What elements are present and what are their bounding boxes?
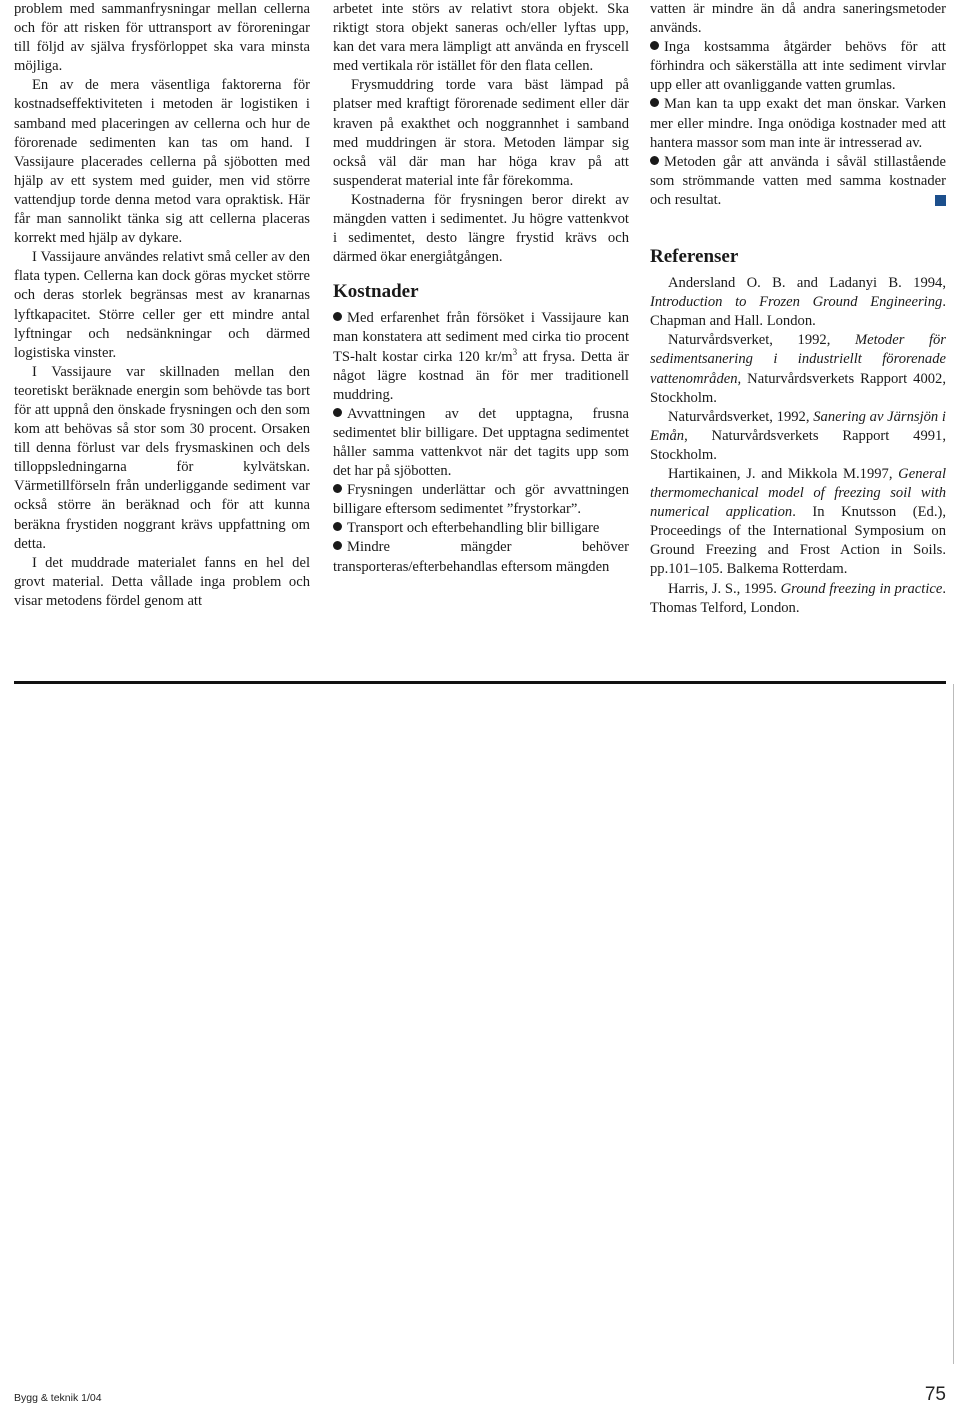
reference-title: Introduction to Frozen Ground Engineering bbox=[650, 294, 943, 311]
reference-authors: Hartikainen, J. and Mikkola M.1997, bbox=[668, 465, 899, 482]
page-number: 75 bbox=[924, 1384, 946, 1405]
bullet-text: Metoden går att använda i såväl stillastående som strömmande vatten med samma kostnader och resultat. bbox=[650, 153, 946, 208]
reference-publisher: . Chapman and Hall. London. bbox=[650, 294, 946, 330]
reference-list bbox=[650, 274, 946, 618]
journal-name: Bygg & teknik 1/04 bbox=[14, 1392, 102, 1404]
superscript: 3 bbox=[512, 346, 518, 357]
reference-publisher: , Naturvårdsverkets Rapport 4991, Stockholm. bbox=[650, 427, 946, 463]
column-3 bbox=[650, 0, 946, 618]
bullet-text: Med erfarenhet från försöket i Vassijaure kan man konstatera att sediment med cirka tio procent TS-halt kostar cirka 120 kr/m bbox=[333, 310, 629, 365]
reference-authors: Naturvårdsverket, 1992, bbox=[668, 408, 814, 425]
reference-authors: Andersland O. B. and Ladanyi B. 1994, bbox=[668, 275, 946, 292]
reference-publisher: , Naturvårdsverkets Rapport 4002, Stockholm. bbox=[650, 370, 946, 406]
bullet-dot-icon bbox=[650, 98, 659, 107]
bullet-text: Avvattningen av det upptagna, frusna sedimentet blir billigare. Det upptagna sedimentet håller samma vattenkvot när det tagits upp som det har på sjöbotten. bbox=[333, 405, 629, 480]
bullet-item bbox=[333, 405, 629, 481]
paragraph: I det muddrade materialet fanns en hel del grovt material. Detta vållade inga problem och visar metodens fördel genom att bbox=[14, 554, 310, 609]
paragraph: Kostnaderna för frysningen beror direkt av mängden vatten i sedimentet. Ju högre vattenkvot i sedimentet, desto längre frystid krävs och därmed ökar energiåtgången. bbox=[333, 191, 629, 266]
section-heading-referenser: Referenser bbox=[650, 246, 739, 268]
reference-item bbox=[650, 331, 946, 407]
bullet-item bbox=[333, 309, 629, 404]
reference-title: General thermomechanical model of freezing soil with numerical application bbox=[650, 465, 946, 521]
paragraph: arbetet inte störs av relativt stora objekt. Ska riktigt stora objekt saneras och/eller lyftas upp, kan det vara mera lämpligt att använda en fryscell med vertikala rör istället för den flata cellen. bbox=[333, 1, 629, 75]
reference-title: Ground freezing in practice bbox=[780, 580, 943, 597]
bullet-text: Frysningen underlättar och gör avvattningen billigare eftersom sedimentet ”frystorkar”. bbox=[333, 482, 629, 518]
bullet-text: Man kan ta upp exakt det man önskar. Varken mer eller mindre. Inga onödiga kostnader med att hantera massor som man inte är intresserad av. bbox=[650, 96, 946, 151]
column-1 bbox=[14, 0, 310, 611]
reference-title: Metoder för sedimentsanering i industriellt förorenade vattenområden bbox=[650, 332, 946, 387]
bullet-dot-icon bbox=[650, 156, 659, 165]
bullet-dot-icon bbox=[650, 41, 659, 50]
bullet-item bbox=[333, 481, 629, 519]
bullet-text: att frysa. Detta är något lägre kostnad än för mer traditionell muddring. bbox=[333, 348, 629, 403]
bullet-item bbox=[333, 538, 629, 576]
section-divider bbox=[14, 681, 946, 684]
reference-item bbox=[650, 465, 946, 580]
column-2 bbox=[333, 0, 629, 577]
reference-item bbox=[650, 274, 946, 331]
reference-authors: Naturvårdsverket, 1992, bbox=[668, 332, 855, 349]
paragraph: I Vassijaure användes relativt små celler av den flata typen. Cellerna kan dock göras mycket större och deras storlek begränsas mest av kranarnas lyftkapacitet. Större celler ger ett mindre antal lyftningar och nedsänkningar och därmed logistiska vinster. bbox=[14, 249, 310, 361]
bullet-text: Inga kostsamma åtgärder behövs för att förhindra och säkerställa att inte sediment virvlar upp eller att ovanliggande vatten grumlas. bbox=[650, 39, 946, 94]
reference-title: Sanering av Järnsjön i Emån bbox=[650, 408, 946, 444]
end-of-article-icon bbox=[935, 195, 946, 206]
reference-item bbox=[650, 580, 946, 618]
reference-publisher: . In Knutsson (Ed.), Proceedings of the International Symposium on Ground Freezing and Frost Action in Soils. pp.101–105. Balkema Rotterdam. bbox=[650, 504, 946, 578]
bullet-item bbox=[650, 153, 946, 210]
reference-publisher: . Thomas Telford, London. bbox=[650, 580, 947, 616]
bullet-dot-icon bbox=[333, 522, 342, 531]
bullet-item bbox=[650, 95, 946, 152]
reference-authors: Harris, J. S., 1995. bbox=[668, 580, 781, 597]
margin-line bbox=[953, 684, 954, 1364]
paragraph: En av de mera väsentliga faktorerna för kostnadseffektiviteten i metoden är logistiken i samband med placeringen av cellerna och hur de förorenade sedimenten kan tas om hand. I Vassijaure placerades cellerna på sjöbotten med hjälp av ett system med guider, men vid större vattendjup torde denna metod vara opraktisk. Här får man sannolikt tänka sig att cellerna placeras korrekt med hjälp av dykare. bbox=[14, 77, 310, 247]
section-heading-kostnader: Kostnader bbox=[333, 281, 419, 303]
paragraph: I Vassijaure var skillnaden mellan den teoretiskt beräknade energin som behövde tas bort för att uppnå den önskade frysningen och den som kom att behövas så stor som 30 procent. Orsaken till denna förlust var dels frysmaskinen och dels tilloppsledningarna för kylvätskan. Värmetillförseln från underliggande sediment var också större än beräknad och för att kunna beräkna frystiden noggrant krävs uppfattning om detta. bbox=[14, 363, 310, 552]
bullet-item bbox=[333, 519, 629, 538]
bullet-dot-icon bbox=[333, 484, 342, 493]
paragraph: problem med sammanfrysningar mellan cellerna och för att risken för uttransport av föroreningar till följd av själva frysförloppet ska vara minsta möjliga. bbox=[14, 1, 310, 75]
paragraph: Frysmuddring torde vara bäst lämpad på platser med kraftigt förorenade sediment eller där kraven på exakthet och noggrannhet i samband med muddringen är stora. Metoden lämpar sig också väl där man har höga krav på att suspenderat material inte får förekomma. bbox=[333, 77, 629, 189]
paragraph: vatten är mindre än då andra saneringsmetoder används. bbox=[650, 1, 946, 37]
bullet-text: Transport och efterbehandling blir billigare bbox=[347, 520, 600, 537]
bullet-item bbox=[650, 38, 946, 95]
reference-item bbox=[650, 408, 946, 465]
bullet-dot-icon bbox=[333, 312, 342, 321]
bullet-text: Mindre mängder behöver transporteras/efterbehandlas eftersom mängden bbox=[333, 539, 629, 575]
bullet-dot-icon bbox=[333, 408, 342, 417]
bullet-dot-icon bbox=[333, 541, 342, 550]
